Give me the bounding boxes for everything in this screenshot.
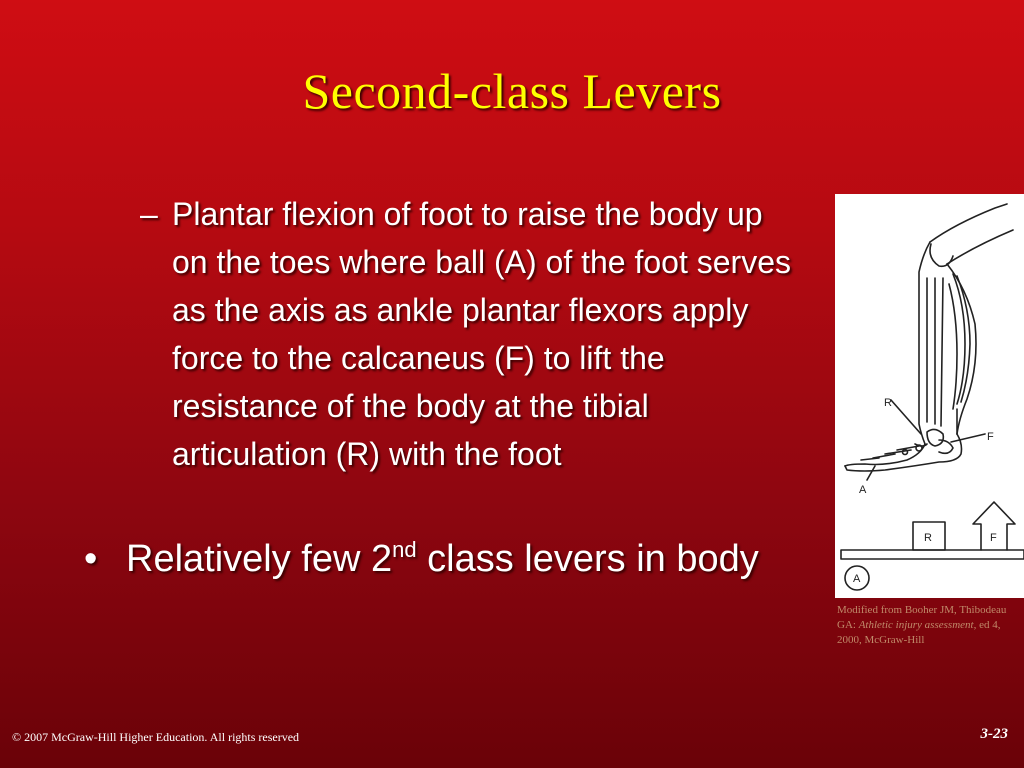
label-a-lever: A xyxy=(853,573,861,585)
caption-prefix: Modified from Booher JM, Thibodeau GA: xyxy=(837,604,1007,631)
sub-bullet-text: Plantar flexion of foot to raise the body up on the toes where ball (A) of the foot serves as the axis as ankle plantar flexors apply force to the calcaneus (F) to lift the resistance of the body at the tibial articulation (R) with the foot xyxy=(172,196,791,472)
dash-bullet-marker: – xyxy=(140,196,158,232)
page-number: 3-23 xyxy=(980,726,1008,742)
figure-caption xyxy=(837,603,1021,648)
copyright-footer: © 2007 McGraw-Hill Higher Education. All rights reserved xyxy=(12,730,300,744)
caption-suffix: ed 4, 2000, McGraw-Hill xyxy=(837,619,1001,646)
bullet-text-before: Relatively few 2 xyxy=(126,538,393,580)
bullet-superscript: nd xyxy=(392,537,417,562)
label-r-lever: R xyxy=(924,532,932,544)
slide-title: Second-class Levers xyxy=(302,63,722,119)
label-f-lever: F xyxy=(990,532,997,544)
sub-bullet-item xyxy=(140,190,800,478)
bullet-text-after: class levers in body xyxy=(416,538,759,580)
label-a-foot: A xyxy=(859,484,867,496)
label-f-foot: F xyxy=(987,431,994,443)
foot-lever-drawing xyxy=(835,194,1024,598)
caption-italic: Athletic injury assessment, xyxy=(858,619,977,631)
bullet-text xyxy=(84,535,804,583)
bullet-marker: • xyxy=(84,538,98,580)
foot-lever-illustration xyxy=(835,194,1024,598)
bullet-item xyxy=(84,535,804,583)
label-r-foot: R xyxy=(884,397,892,409)
